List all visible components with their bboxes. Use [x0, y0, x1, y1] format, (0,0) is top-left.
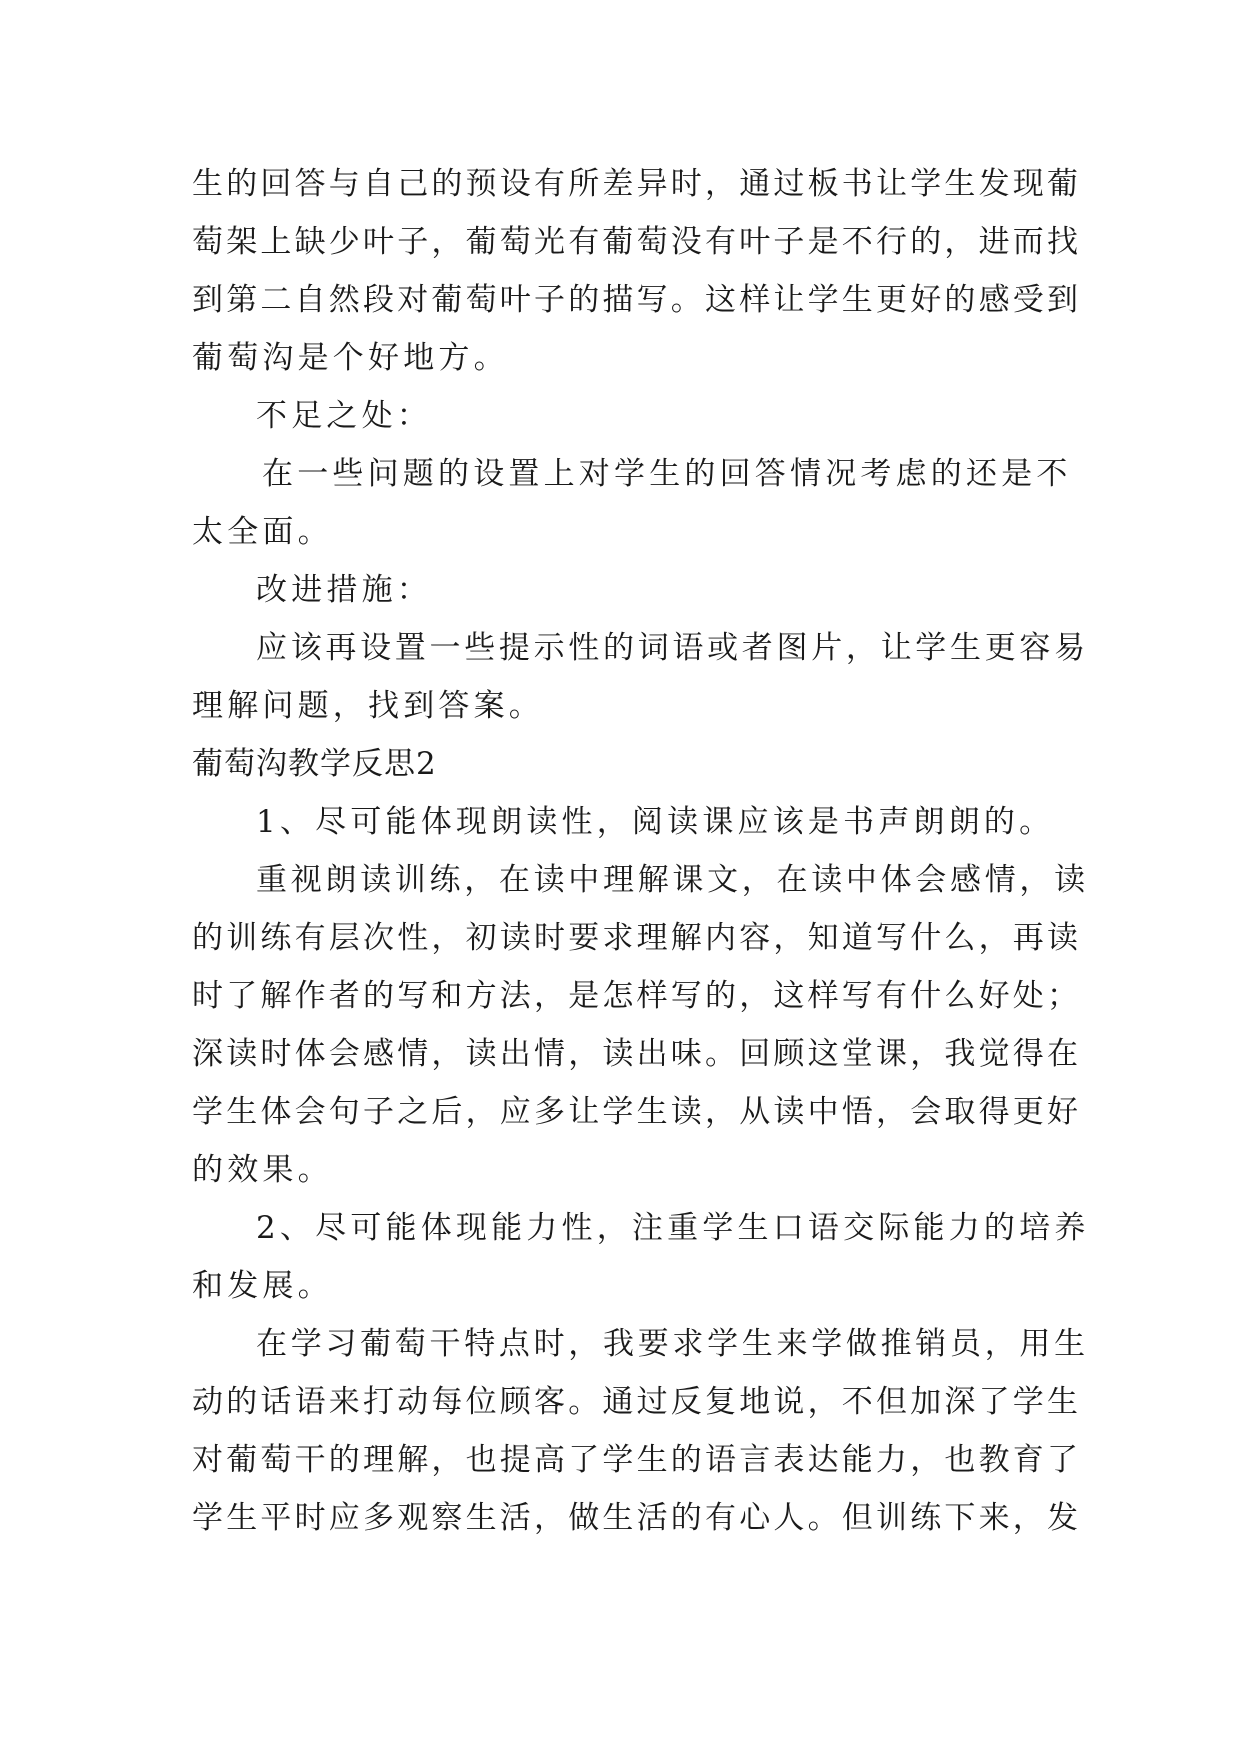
text-line: 应该再设置一些提示性的词语或者图片，让学生更容易 [256, 630, 1089, 666]
text-line: 萄架上缺少叶子，葡萄光有葡萄没有叶子是不行的，进而找 [192, 224, 1082, 260]
text-line: 在学习葡萄干特点时，我要求学生来学做推销员，用生 [256, 1326, 1089, 1362]
text-line: 在一些问题的设置上对学生的回答情况考虑的还是不 [262, 456, 1072, 492]
text-line: 葡萄沟是个好地方。 [192, 340, 509, 376]
text-line: 学生平时应多观察生活，做生活的有心人。但训练下来，发 [192, 1500, 1082, 1536]
text-line: 时了解作者的写和方法，是怎样写的，这样写有什么好处； [192, 978, 1082, 1014]
text-line: 1、尽可能体现朗读性，阅读课应该是书声朗朗的。 [256, 804, 1055, 840]
section-label-shortcomings: 不足之处： [256, 398, 432, 434]
text-line: 深读时体会感情，读出情，读出味。回顾这堂课，我觉得在 [192, 1036, 1082, 1072]
text-line: 到第二自然段对葡萄叶子的描写。这样让学生更好的感受到 [192, 282, 1082, 318]
text-line: 的训练有层次性，初读时要求理解内容，知道写什么，再读 [192, 920, 1082, 956]
text-line: 的效果。 [192, 1152, 333, 1188]
text-line: 重视朗读训练，在读中理解课文，在读中体会感情，读 [256, 862, 1089, 898]
text-line: 生的回答与自己的预设有所差异时，通过板书让学生发现葡 [192, 166, 1082, 202]
text-line: 理解问题，找到答案。 [192, 688, 544, 724]
section-heading: 葡萄沟教学反思2 [192, 746, 437, 782]
text-line: 和发展。 [192, 1268, 333, 1304]
text-line: 动的话语来打动每位顾客。通过反复地说，不但加深了学生 [192, 1384, 1082, 1420]
text-line: 学生体会句子之后，应多让学生读，从读中悟，会取得更好 [192, 1094, 1082, 1130]
text-line: 对葡萄干的理解，也提高了学生的语言表达能力，也教育了 [192, 1442, 1082, 1478]
section-label-improvements: 改进措施： [256, 572, 432, 608]
text-line: 太全面。 [192, 514, 333, 550]
text-line: 2、尽可能体现能力性，注重学生口语交际能力的培养 [256, 1210, 1090, 1246]
